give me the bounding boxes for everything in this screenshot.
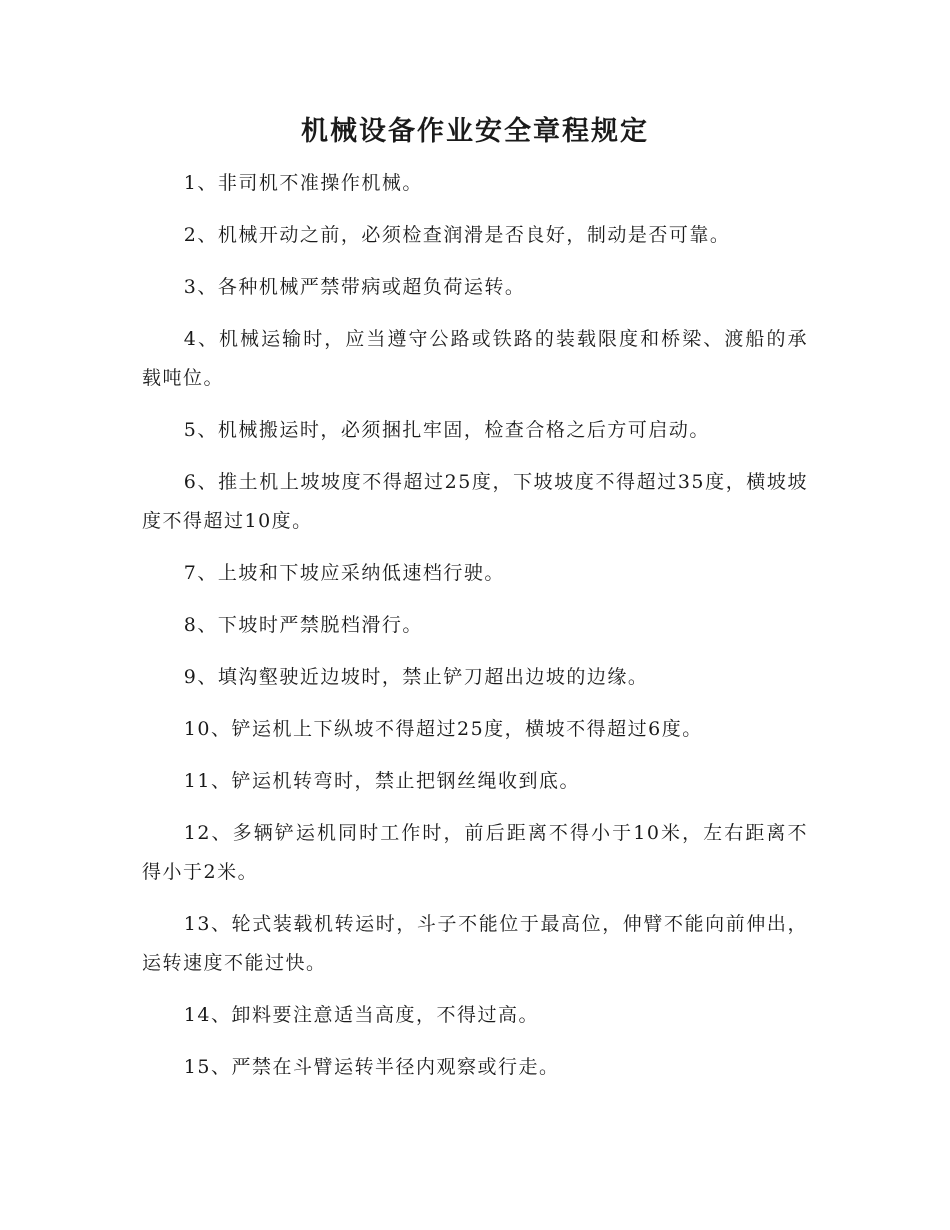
rule-paragraph: 13、轮式装载机转运时，斗子不能位于最高位，伸臂不能向前伸出，运转速度不能过快。 <box>142 913 808 974</box>
rule-paragraph: 10、铲运机上下纵坡不得超过25度，横坡不得超过6度。 <box>183 718 703 740</box>
rule-paragraph: 2、机械开动之前，必须检查润滑是否良好，制动是否可靠。 <box>183 224 731 246</box>
rule-paragraph: 11、铲运机转弯时，禁止把钢丝绳收到底。 <box>183 770 580 792</box>
rule-paragraph: 8、下坡时严禁脱档滑行。 <box>183 614 423 636</box>
rule-paragraph: 7、上坡和下坡应采纳低速档行驶。 <box>183 562 505 584</box>
rule-paragraph: 1、非司机不准操作机械。 <box>183 172 423 194</box>
document-body <box>142 164 808 1100</box>
rule-paragraph: 6、推土机上坡坡度不得超过25度，下坡坡度不得超过35度，横坡坡度不得超过10度。 <box>142 471 808 532</box>
document-title: 机械设备作业安全章程规定 <box>301 116 649 147</box>
rule-paragraph: 9、填沟壑驶近边坡时，禁止铲刀超出边坡的边缘。 <box>183 666 649 688</box>
rule-paragraph: 15、严禁在斗臂运转半径内观察或行走。 <box>183 1056 560 1078</box>
rule-paragraph: 3、各种机械严禁带病或超负荷运转。 <box>183 276 526 298</box>
rule-paragraph: 5、机械搬运时，必须捆扎牢固，检查合格之后方可启动。 <box>183 419 710 441</box>
rule-paragraph: 14、卸料要注意适当高度，不得过高。 <box>183 1004 539 1026</box>
rule-paragraph: 12、多辆铲运机同时工作时，前后距离不得小于10米，左右距离不得小于2米。 <box>142 822 808 883</box>
rule-paragraph: 4、机械运输时，应当遵守公路或铁路的装载限度和桥梁、渡船的承载吨位。 <box>142 328 808 389</box>
